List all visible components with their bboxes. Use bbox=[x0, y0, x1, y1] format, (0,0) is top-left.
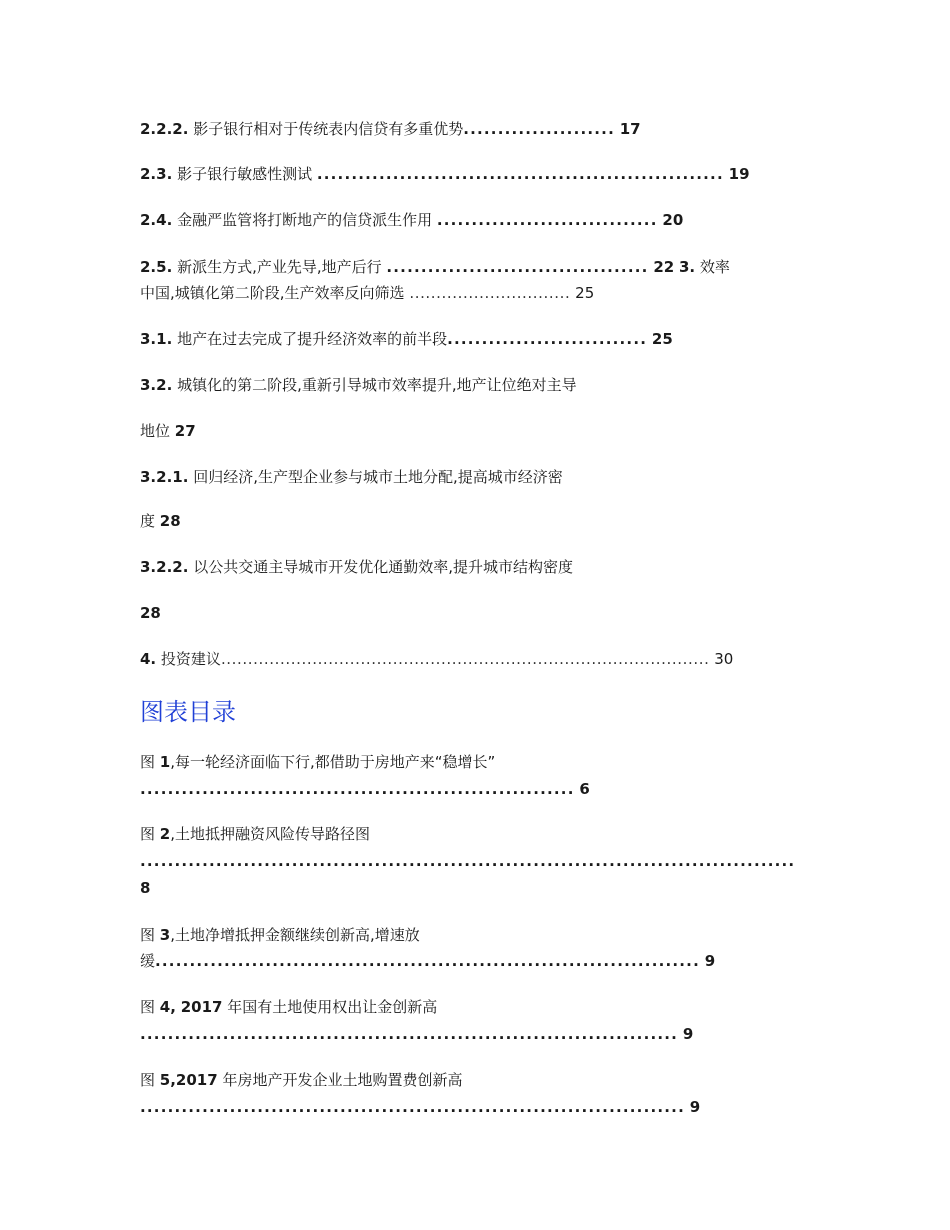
figure-page: 9 bbox=[689, 1098, 701, 1116]
toc-entry-2-4[interactable] bbox=[140, 210, 683, 230]
figure-entry-2[interactable] bbox=[140, 824, 370, 844]
figure-title: ,土地净增抵押金额继续创新高,增速放 bbox=[170, 926, 420, 944]
figure-entry-1[interactable] bbox=[140, 752, 495, 772]
toc-title: 效率 bbox=[699, 258, 730, 276]
toc-number: 3.1. bbox=[140, 330, 173, 348]
toc-title-continuation: 地位 bbox=[140, 422, 171, 440]
toc-page: 25 bbox=[651, 330, 673, 348]
toc-number: 2.2.2. bbox=[140, 120, 189, 138]
figure-number: 4, bbox=[159, 998, 176, 1016]
toc-entry-4[interactable] bbox=[140, 649, 733, 669]
toc-page: 25 bbox=[575, 284, 595, 302]
figure-label: 图 bbox=[140, 753, 156, 771]
toc-title: 以公共交通主导城市开发优化通勤效率,提升城市结构密度 bbox=[193, 558, 573, 576]
toc-page: 28 bbox=[140, 604, 161, 622]
figure-leader: .............................................................................. bbox=[140, 1025, 679, 1043]
figure-title: 年房地产开发企业土地购置费创新高 bbox=[222, 1071, 463, 1089]
toc-leader: ........................................................................................... bbox=[220, 650, 710, 668]
toc-page: 19 bbox=[728, 165, 750, 183]
toc-entry-3-2-1[interactable] bbox=[140, 467, 563, 487]
toc-number: 3. bbox=[678, 258, 696, 276]
toc-number: 2.5. bbox=[140, 258, 173, 276]
figure-leader: ............................................................... bbox=[140, 780, 575, 798]
toc-title: 中国,城镇化第二阶段,生产效率反向筛选 bbox=[140, 284, 405, 302]
figure-label: 图 bbox=[140, 926, 156, 944]
figure-title: 年国有土地使用权出让金创新高 bbox=[227, 998, 438, 1016]
figure-label: 图 bbox=[140, 825, 156, 843]
figure-year: 2017 bbox=[180, 998, 223, 1016]
toc-title-continuation: 度 bbox=[140, 512, 156, 530]
toc-entry-3-2-2-cont[interactable] bbox=[140, 603, 161, 623]
toc-entry-3-2-cont[interactable] bbox=[140, 421, 196, 441]
figure-entry-5[interactable] bbox=[140, 1070, 462, 1090]
toc-page: 27 bbox=[174, 422, 196, 440]
toc-number: 3.2. bbox=[140, 376, 173, 394]
figure-page: 9 bbox=[704, 952, 716, 970]
figure-entry-3-cont[interactable] bbox=[140, 951, 715, 971]
toc-entry-3-2[interactable] bbox=[140, 375, 577, 395]
figure-label: 图 bbox=[140, 998, 156, 1016]
toc-entry-3-2-1-cont[interactable] bbox=[140, 511, 181, 531]
toc-title: 新派生方式,产业先导,地产后行 bbox=[177, 258, 382, 276]
figure-number: 1 bbox=[159, 753, 171, 771]
toc-entry-2-5[interactable] bbox=[140, 257, 730, 277]
figure-entry-4-leader[interactable] bbox=[140, 1024, 693, 1044]
toc-title: 回归经济,生产型企业参与城市土地分配,提高城市经济密 bbox=[193, 468, 563, 486]
toc-entry-2-3[interactable] bbox=[140, 164, 750, 184]
toc-leader: ................................ bbox=[436, 211, 658, 229]
figure-page: 9 bbox=[682, 1025, 694, 1043]
figure-entry-2-leader[interactable] bbox=[140, 851, 795, 871]
toc-leader: ........................................................... bbox=[316, 165, 724, 183]
figure-entry-5-leader[interactable] bbox=[140, 1097, 700, 1117]
toc-title: 影子银行相对于传统表内信贷有多重优势 bbox=[193, 120, 464, 138]
figure-title-continuation: 缓 bbox=[140, 952, 156, 970]
toc-page: 28 bbox=[159, 512, 181, 530]
toc-page: 30 bbox=[714, 650, 734, 668]
figure-leader: ............................................................................................... bbox=[140, 852, 796, 870]
figure-entry-2-page[interactable] bbox=[140, 878, 150, 898]
toc-entry-3-2-2[interactable] bbox=[140, 557, 573, 577]
toc-leader: .............................. bbox=[409, 284, 571, 302]
figure-entry-1-leader[interactable] bbox=[140, 779, 590, 799]
figure-number: 2 bbox=[159, 825, 171, 843]
figure-number: 3 bbox=[159, 926, 171, 944]
toc-page: 20 bbox=[662, 211, 684, 229]
figure-page: 8 bbox=[140, 879, 151, 897]
figures-heading: 图表目录 bbox=[140, 698, 236, 726]
figure-leader: ............................................................................... bbox=[140, 1098, 685, 1116]
toc-page: 22 bbox=[653, 258, 675, 276]
figure-title: ,土地抵押融资风险传导路径图 bbox=[170, 825, 371, 843]
toc-title: 金融严监管将打断地产的信贷派生作用 bbox=[177, 211, 433, 229]
toc-number: 3.2.1. bbox=[140, 468, 189, 486]
toc-leader: ...................... bbox=[463, 120, 615, 138]
toc-entry-3-1[interactable] bbox=[140, 329, 673, 349]
toc-number: 2.3. bbox=[140, 165, 173, 183]
figure-page: 6 bbox=[579, 780, 590, 798]
toc-title: 影子银行敏感性测试 bbox=[177, 165, 313, 183]
toc-entry-3[interactable] bbox=[140, 283, 594, 303]
figure-entry-3[interactable] bbox=[140, 925, 420, 945]
figure-label: 图 bbox=[140, 1071, 156, 1089]
figure-number: 5,2017 bbox=[159, 1071, 218, 1089]
toc-number: 2.4. bbox=[140, 211, 173, 229]
toc-entry-2-2-2[interactable] bbox=[140, 119, 641, 139]
figure-entry-4[interactable] bbox=[140, 997, 437, 1017]
toc-leader: ...................................... bbox=[386, 258, 649, 276]
toc-number: 4. bbox=[140, 650, 157, 668]
figure-title: ,每一轮经济面临下行,都借助于房地产来“稳增长” bbox=[170, 753, 496, 771]
toc-title: 城镇化的第二阶段,重新引导城市效率提升,地产让位绝对主导 bbox=[177, 376, 577, 394]
toc-title: 投资建议 bbox=[160, 650, 221, 668]
figure-leader: ............................................................................... bbox=[155, 952, 700, 970]
toc-number: 3.2.2. bbox=[140, 558, 189, 576]
toc-page: 17 bbox=[619, 120, 641, 138]
toc-title: 地产在过去完成了提升经济效率的前半段 bbox=[177, 330, 448, 348]
toc-leader: ............................. bbox=[447, 330, 648, 348]
